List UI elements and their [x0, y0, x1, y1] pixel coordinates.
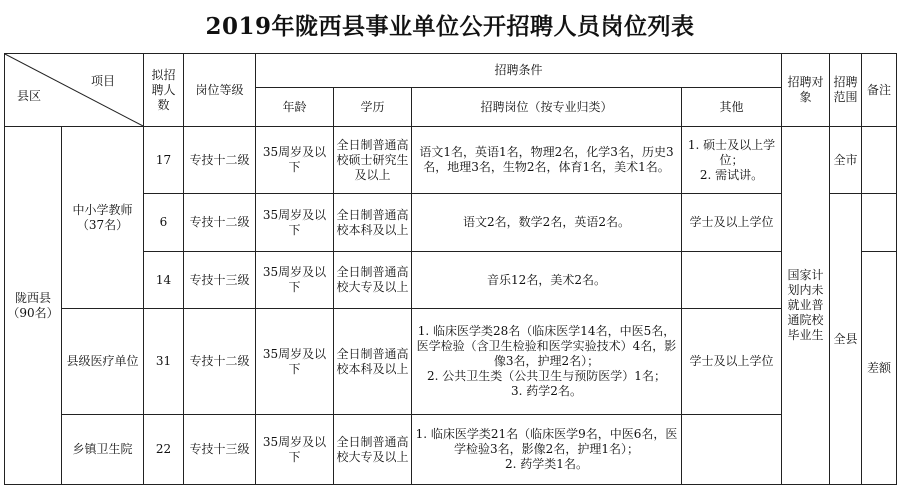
header-age: 年龄 — [256, 88, 334, 127]
cell-level: 专技十三级 — [184, 415, 256, 485]
cell-other: 1. 硕士及以上学位； 2. 需试讲。 — [682, 127, 782, 194]
header-county: 县区 — [17, 89, 42, 103]
cell-num: 14 — [144, 252, 184, 309]
cell-level: 专技十三级 — [184, 252, 256, 309]
table-row — [5, 127, 897, 194]
unit-teacher-count: （37名） — [76, 217, 129, 232]
cell-num: 31 — [144, 309, 184, 415]
cell-age: 35周岁及以下 — [256, 309, 334, 415]
cell-remark — [862, 127, 897, 194]
cell-edu: 全日制普通高校大专及以上 — [334, 415, 412, 485]
county-cell — [5, 127, 62, 485]
cell-level: 专技十二级 — [184, 309, 256, 415]
header-count: 拟招聘人数 — [144, 54, 184, 127]
header-conditions: 招聘条件 — [256, 54, 782, 88]
header-scope: 招聘范围 — [830, 54, 862, 127]
cell-level: 专技十二级 — [184, 194, 256, 252]
header-level: 岗位等级 — [184, 54, 256, 127]
cell-edu: 全日制普通高校大专及以上 — [334, 252, 412, 309]
cell-posts: 语文2名，数学2名，英语2名。 — [412, 194, 682, 252]
cell-age: 35周岁及以下 — [256, 252, 334, 309]
cell-other: 学士及以上学位 — [682, 194, 782, 252]
cell-num: 6 — [144, 194, 184, 252]
county-total: （90名） — [7, 305, 59, 320]
header-posts: 招聘岗位（按专业归类） — [412, 88, 682, 127]
cell-posts: 1. 临床医学类28名（临床医学14名，中医5名，医学检验（含卫生检验和医学实验技术）4名，影像3名，护理2名）； 2. 公共卫生类（公共卫生与预防医学）1名； 3. 药学2名。 — [412, 309, 682, 415]
table-row — [5, 309, 897, 415]
cell-num: 17 — [144, 127, 184, 194]
diagonal-header-cell — [5, 54, 144, 127]
county-name: 陇西县 — [14, 290, 51, 305]
unit-teacher-name: 中小学教师 — [72, 202, 133, 217]
scope-city: 全市 — [830, 127, 862, 194]
cell-other: 学士及以上学位 — [682, 309, 782, 415]
scope-county: 全县 — [830, 194, 862, 485]
unit-teacher — [62, 127, 144, 309]
page-title: 2019年陇西县事业单位公开招聘人员岗位列表 — [205, 13, 695, 40]
target-cell: 国家计划内未就业普通院校毕业生 — [782, 127, 830, 485]
cell-edu: 全日制普通高校硕士研究生及以上 — [334, 127, 412, 194]
header-project: 项目 — [90, 74, 115, 88]
cell-posts: 1. 临床医学类21名（临床医学9名，中医6名，医学检验3名，影像2名，护理1名）； 2. 药学类1名。 — [412, 415, 682, 485]
cell-age: 35周岁及以下 — [256, 127, 334, 194]
header-edu: 学历 — [334, 88, 412, 127]
cell-posts: 音乐12名，美术2名。 — [412, 252, 682, 309]
header-target: 招聘对象 — [782, 54, 830, 127]
recruitment-table — [4, 53, 897, 485]
cell-remark — [862, 194, 897, 252]
header-remark: 备注 — [862, 54, 897, 127]
cell-edu: 全日制普通高校本科及以上 — [334, 309, 412, 415]
header-other: 其他 — [682, 88, 782, 127]
cell-num: 22 — [144, 415, 184, 485]
cell-edu: 全日制普通高校本科及以上 — [334, 194, 412, 252]
unit-township: 乡镇卫生院 — [62, 415, 144, 485]
cell-level: 专技十二级 — [184, 127, 256, 194]
table-row — [5, 415, 897, 485]
cell-posts: 语文1名，英语1名，物理2名，化学3名，历史3名，地理3名，生物2名，体育1名，美术1名。 — [412, 127, 682, 194]
remark-cell: 差额 — [862, 252, 897, 485]
cell-age: 35周岁及以下 — [256, 194, 334, 252]
cell-other — [682, 252, 782, 309]
cell-other — [682, 415, 782, 485]
unit-medical: 县级医疗单位 — [62, 309, 144, 415]
cell-age: 35周岁及以下 — [256, 415, 334, 485]
